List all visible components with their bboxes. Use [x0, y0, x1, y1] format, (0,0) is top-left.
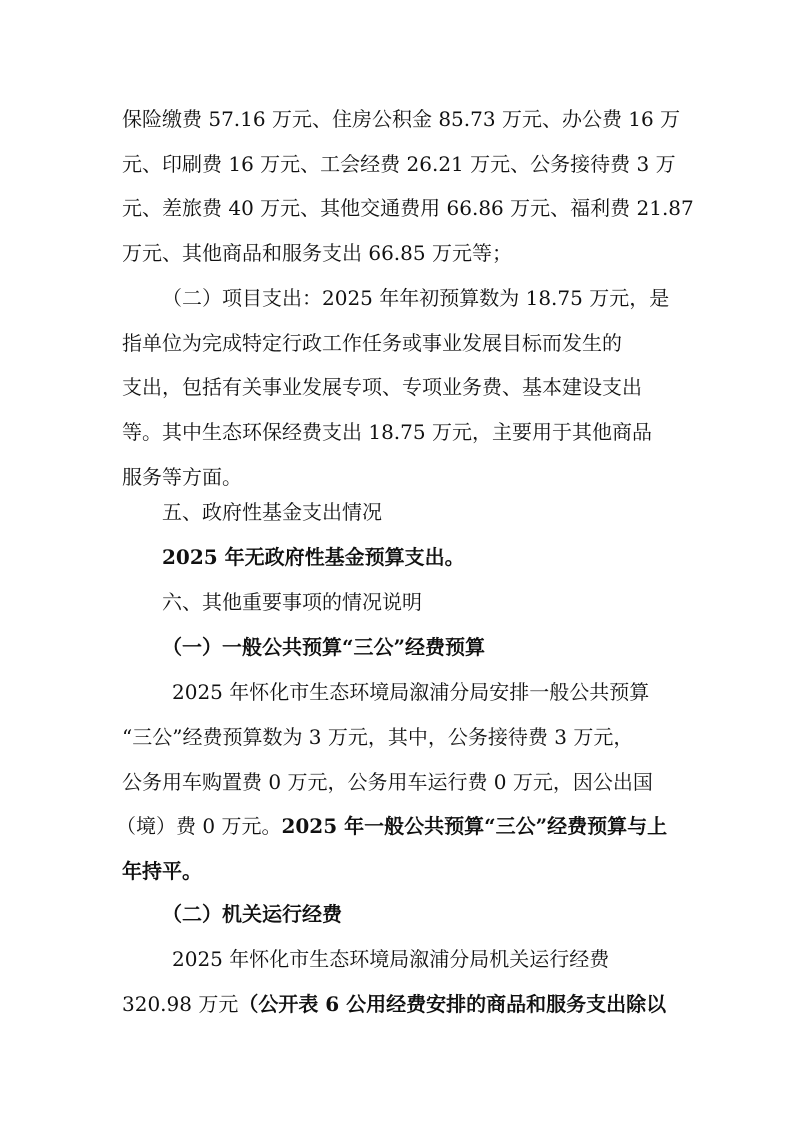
paragraph-line: 服务等方面。 [122, 465, 242, 489]
paragraph-line: “三公”经费预算数为 3 万元，其中，公务接待费 3 万元， [122, 725, 634, 749]
paragraph-line [0, 989, 793, 1019]
paragraph-line: 万元、其他商品和服务支出 66.85 万元等； [122, 241, 512, 265]
paragraph-line: （二）项目支出：2025 年年初预算数为 18.75 万元，是 [162, 286, 670, 310]
subsection-heading: （二）机关运行经费 [162, 902, 342, 926]
paragraph-line: 元、差旅费 40 万元、其他交通费用 66.86 万元、福利费 21.87 [122, 196, 694, 220]
paragraph-line [0, 811, 793, 841]
subsection-heading: （一）一般公共预算“三公”经费预算 [162, 635, 486, 659]
line-segment-bold: 2025 年一般公共预算“三公”经费预算与上 [281, 814, 668, 838]
section-statement: 2025 年无政府性基金预算支出。 [162, 545, 465, 569]
paragraph-line-bold: 年持平。 [122, 859, 202, 883]
section-heading: 五、政府性基金支出情况 [162, 500, 382, 524]
paragraph-line: 支出，包括有关事业发展专项、专项业务费、基本建设支出 [122, 375, 642, 399]
paragraph-line: 等。其中生态环保经费支出 18.75 万元，主要用于其他商品 [122, 420, 652, 444]
line-segment: 320.98 万元 [122, 992, 239, 1016]
section-heading: 六、其他重要事项的情况说明 [162, 590, 422, 614]
paragraph-line: 保险缴费 57.16 万元、住房公积金 85.73 万元、办公费 16 万 [122, 107, 681, 131]
paragraph-line: 元、印刷费 16 万元、工会经费 26.21 万元、公务接待费 3 万 [122, 152, 676, 176]
line-segment: （境）费 0 万元。 [116, 814, 282, 838]
paragraph-line: 2025 年怀化市生态环境局溆浦分局机关运行经费 [172, 947, 610, 971]
line-segment-bold: （公开表 6 公用经费安排的商品和服务支出除以 [238, 992, 667, 1016]
paragraph-line: 2025 年怀化市生态环境局溆浦分局安排一般公共预算 [172, 680, 650, 704]
paragraph-line: 指单位为完成特定行政工作任务或事业发展目标而发生的 [122, 331, 622, 355]
paragraph-line: 公务用车购置费 0 万元，公务用车运行费 0 万元，因公出国 [122, 770, 653, 794]
